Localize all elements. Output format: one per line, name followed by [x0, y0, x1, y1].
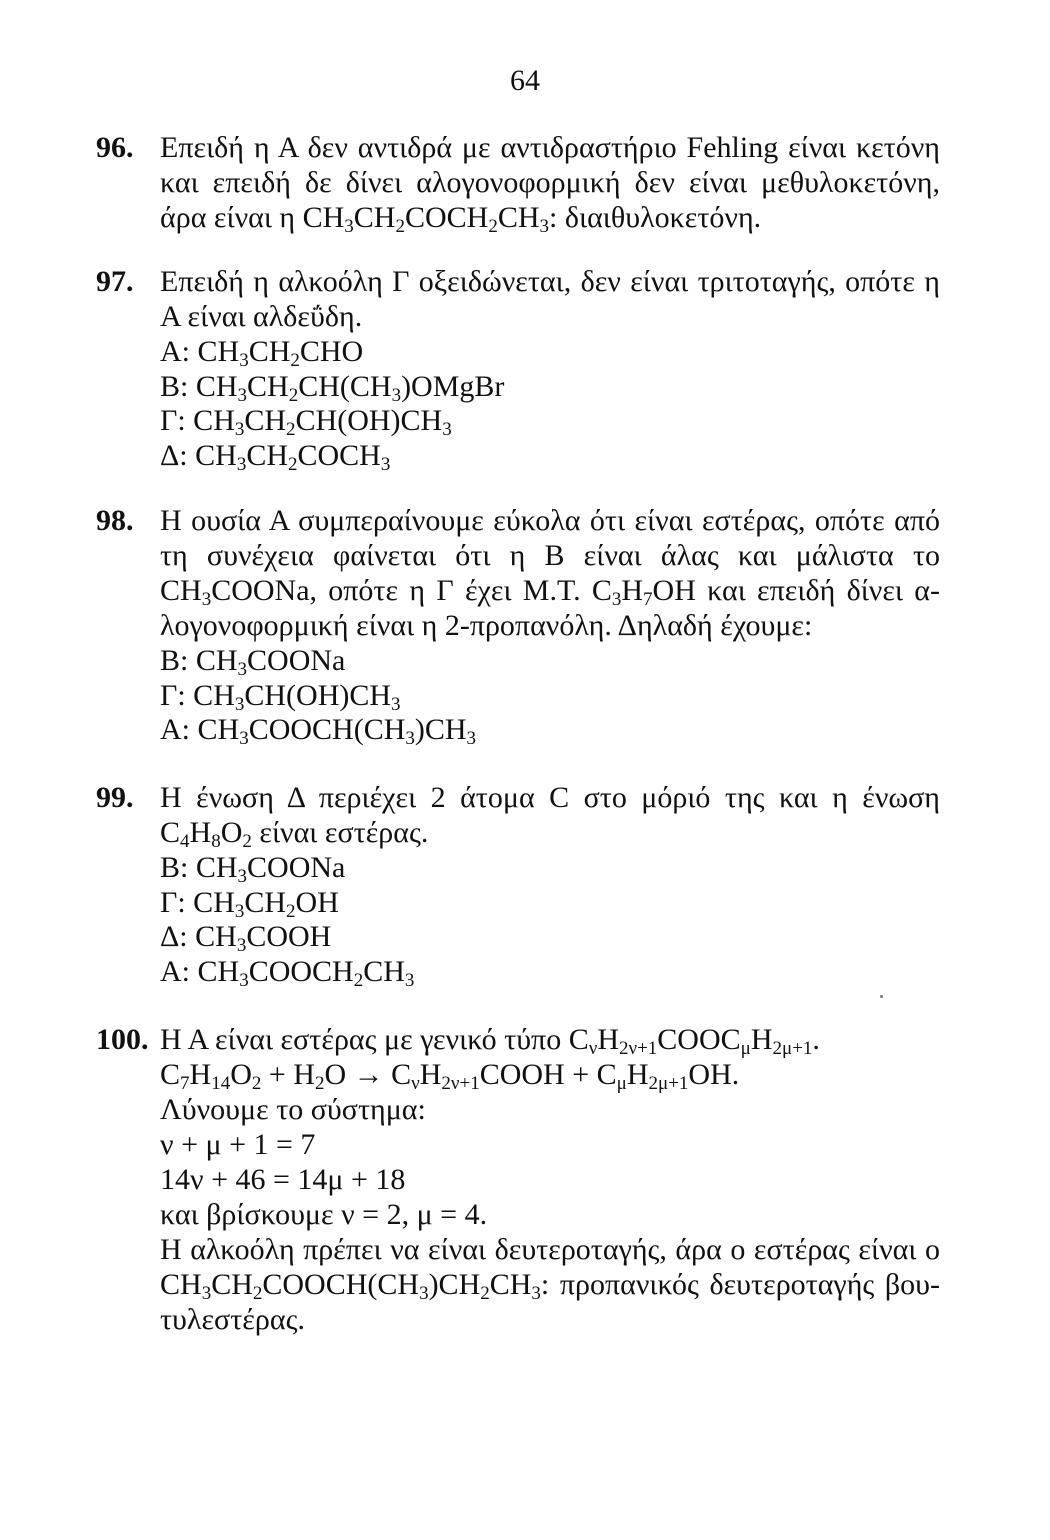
problem-text: [160, 264, 940, 475]
problem-text: [160, 503, 940, 747]
formula-line: Γ: $CH_3CH(OH)CH_3$: [160, 678, 401, 715]
text-line: Η ένωση Δ περιέχει 2 άτομα C στο μόριό της και η ένωση: [160, 781, 940, 814]
scan-speck: [880, 995, 883, 998]
problem-text: [160, 130, 940, 235]
formula-line: Β: $CH_3CH_2CH(CH_3)OMgBr$: [160, 369, 505, 406]
formula-line: Γ: $CH_3CH_2OH$: [160, 885, 339, 922]
formula-line: Α: $CH_3COOCH(CH_3)CH_3$: [160, 713, 477, 749]
text-line: Λύνουμε το σύστημα:: [160, 1093, 426, 1126]
text-line: Η αλκοόλη πρέπει να είναι δευτεροταγής, άρα ο εστέρας είναι ο: [160, 1233, 940, 1266]
text-line: και βρίσκουμε ν = 2, μ = 4.: [160, 1198, 488, 1231]
problem-number: 100.: [96, 1023, 149, 1056]
text-line: τυλεστέρας.: [160, 1303, 305, 1336]
problem-text: [160, 780, 940, 991]
formula-line: Β: $CH_3COONa$: [160, 851, 346, 887]
equation-line: ν + μ + 1 = 7: [160, 1128, 316, 1161]
text-line: και επειδή δε δίνει αλογονοφορμική δεν είναι μεθυλοκετόνη,: [160, 166, 940, 199]
text-line: $CH_3COONa$, οπότε η Γ έχει Μ.Τ. $C_3H_7OH$ και επειδή δίνει α-: [160, 574, 940, 610]
text-line: $CH_3CH_2COOCH(CH_3)CH_2CH_3$: προπανικός δευτεροταγής βου-: [160, 1268, 940, 1304]
problem-number: 97.: [96, 265, 134, 298]
formula-line: Δ: $CH_3COOH$: [160, 920, 332, 956]
formula-line: Α: $CH_3COOCH_2CH_3$: [160, 954, 415, 991]
text-line: Επειδή η Α δεν αντιδρά με αντιδραστήριο Fehling είναι κετόνη: [160, 131, 940, 164]
problem-number: 98.: [96, 504, 134, 537]
text-line: Η ουσία Α συμπεραίνουμε εύκολα ότι είναι εστέρας, οπότε από: [160, 504, 940, 537]
formula-line: Γ: $CH_3CH_2CH(OH)CH_3$: [160, 404, 452, 440]
text-line: άρα είναι η $CH_3CH_2COCH_2CH_3$: διαιθυλοκετόνη.: [160, 201, 762, 237]
formula-line: Δ: $CH_3CH_2COCH_3$: [160, 438, 391, 475]
page-number: 64: [510, 64, 540, 97]
text-line: τη συνέχεια φαίνεται ότι η Β είναι άλας και μάλιστα το: [160, 539, 940, 572]
text-line: Α είναι αλδεΰδη.: [160, 300, 363, 333]
problem-number: 99.: [96, 781, 134, 814]
equation-line: 14ν + 46 = 14μ + 18: [160, 1163, 406, 1196]
equation-line: $C_7H_{14}O_2 + H_2O$ → $C_\nu H_{2\nu+1}COOH + C_\mu H_{2\mu+1}OH$.: [160, 1058, 740, 1094]
text-line: Η Α είναι εστέρας με γενικό τύπο $C_\nu H_{2\nu+1}COOC_\mu H_{2\mu+1}$.: [160, 1023, 820, 1059]
text-line: $C_4H_8O_2$ είναι εστέρας.: [160, 816, 429, 852]
problem-text: [160, 1022, 940, 1337]
text-line: λογονοφορμική είναι η 2-προπανόλη. Δηλαδή έχουμε:: [160, 609, 813, 642]
formula-line: Β: $CH_3COONa$: [160, 644, 346, 680]
problem-number: 96.: [96, 131, 134, 164]
text-line: Επειδή η αλκοόλη Γ οξειδώνεται, δεν είναι τριτοταγής, οπότε η: [160, 265, 940, 298]
formula-line: Α: $CH_3CH_2CHO$: [160, 335, 364, 371]
